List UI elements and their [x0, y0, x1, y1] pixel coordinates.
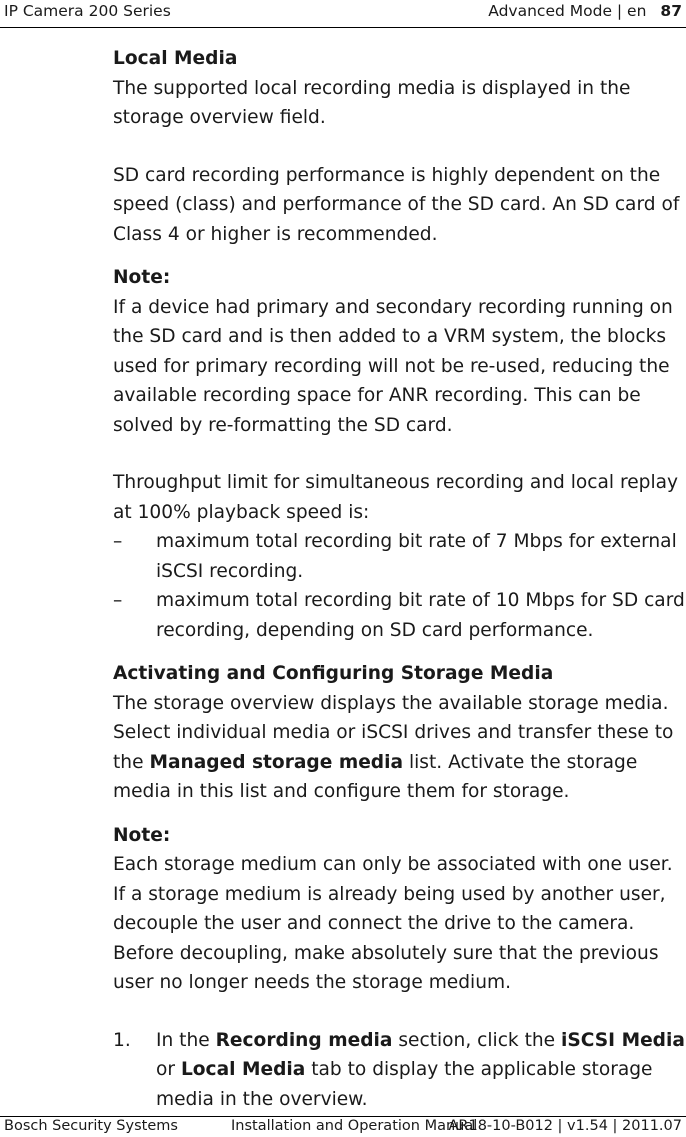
header-section-label: Advanced Mode | en [488, 2, 647, 20]
throughput-list [113, 527, 685, 645]
step-text [156, 1030, 685, 1110]
header-product-title: IP Camera 200 Series [4, 2, 171, 20]
list-item [113, 586, 685, 645]
local-media-heading: Local Media [113, 48, 238, 69]
page-header [0, 0, 686, 28]
text-run: section, click the [392, 1029, 562, 1051]
text-run: In the [156, 1029, 216, 1051]
steps-list [113, 1026, 685, 1115]
note-text-2: Each storage medium can only be associated with one user. If a storage medium is already being used by another user, decouple the user and connect the drive to the camera. Before decoupling, make absolutely sure that the previous user no longer needs the storage medium. [113, 854, 673, 993]
local-media-term: Local Media [180, 1059, 306, 1080]
page-footer [0, 1116, 686, 1137]
text-run: Select individual media or iSCSI drives and transfer these to the [113, 722, 674, 773]
header-section [488, 2, 682, 20]
throughput-paragraph: Throughput limit for simultaneous recording and local replay at 100% playback speed is: [113, 472, 679, 523]
step-item [113, 1026, 685, 1115]
footer-company: Bosch Security Systems [4, 1118, 178, 1134]
note-label-2: Note: [113, 824, 171, 846]
activating-paragraph-2 [113, 718, 685, 807]
step-number: 1. [113, 1029, 131, 1051]
local-media-paragraph-1: The supported local recording media is displayed in the storage overview field. [113, 77, 631, 128]
page-body [113, 44, 685, 1114]
text-run: list. Activate the storage media in this list and configure them for storage. [113, 751, 638, 802]
list-item-text: maximum total recording bit rate of 10 Mbps for SD card recording, depending on SD card performance. [156, 590, 685, 641]
page-number: 87 [660, 2, 682, 20]
dash-marker: – [113, 531, 123, 552]
footer-doc-id: AR18-10-B012 | v1.54 | 2011.07 [448, 1118, 682, 1134]
recording-media-term: Recording media [215, 1029, 393, 1051]
note-text-1: If a device had primary and secondary recording running on the SD card and is then added to a VRM system, the blocks used for primary recording will not be re-used, reducing the available recording space for ANR recording. This can be solved by re-formatting the SD card. [113, 296, 673, 436]
local-media-paragraph-2: SD card recording performance is highly dependent on the speed (class) and performance of the SD card. An SD card of Class 4 or higher is recommended. [113, 164, 680, 245]
list-item [113, 527, 685, 586]
activating-paragraph-1: The storage overview displays the available storage media. [113, 692, 669, 714]
dash-marker: – [113, 590, 123, 611]
note-label-1: Note: [113, 267, 171, 288]
text-run: or [156, 1059, 181, 1080]
iscsi-media-term: iSCSI Media [561, 1029, 685, 1051]
managed-storage-media-term: Managed storage media [149, 751, 404, 773]
footer-manual-title: Installation and Operation Manual [231, 1118, 478, 1134]
list-item-text: maximum total recording bit rate of 7 Mbps for external iSCSI recording. [156, 531, 677, 582]
activating-heading: Activating and Configuring Storage Media [113, 663, 554, 684]
text-run: tab to display the applicable storage media in the overview. [156, 1059, 653, 1110]
